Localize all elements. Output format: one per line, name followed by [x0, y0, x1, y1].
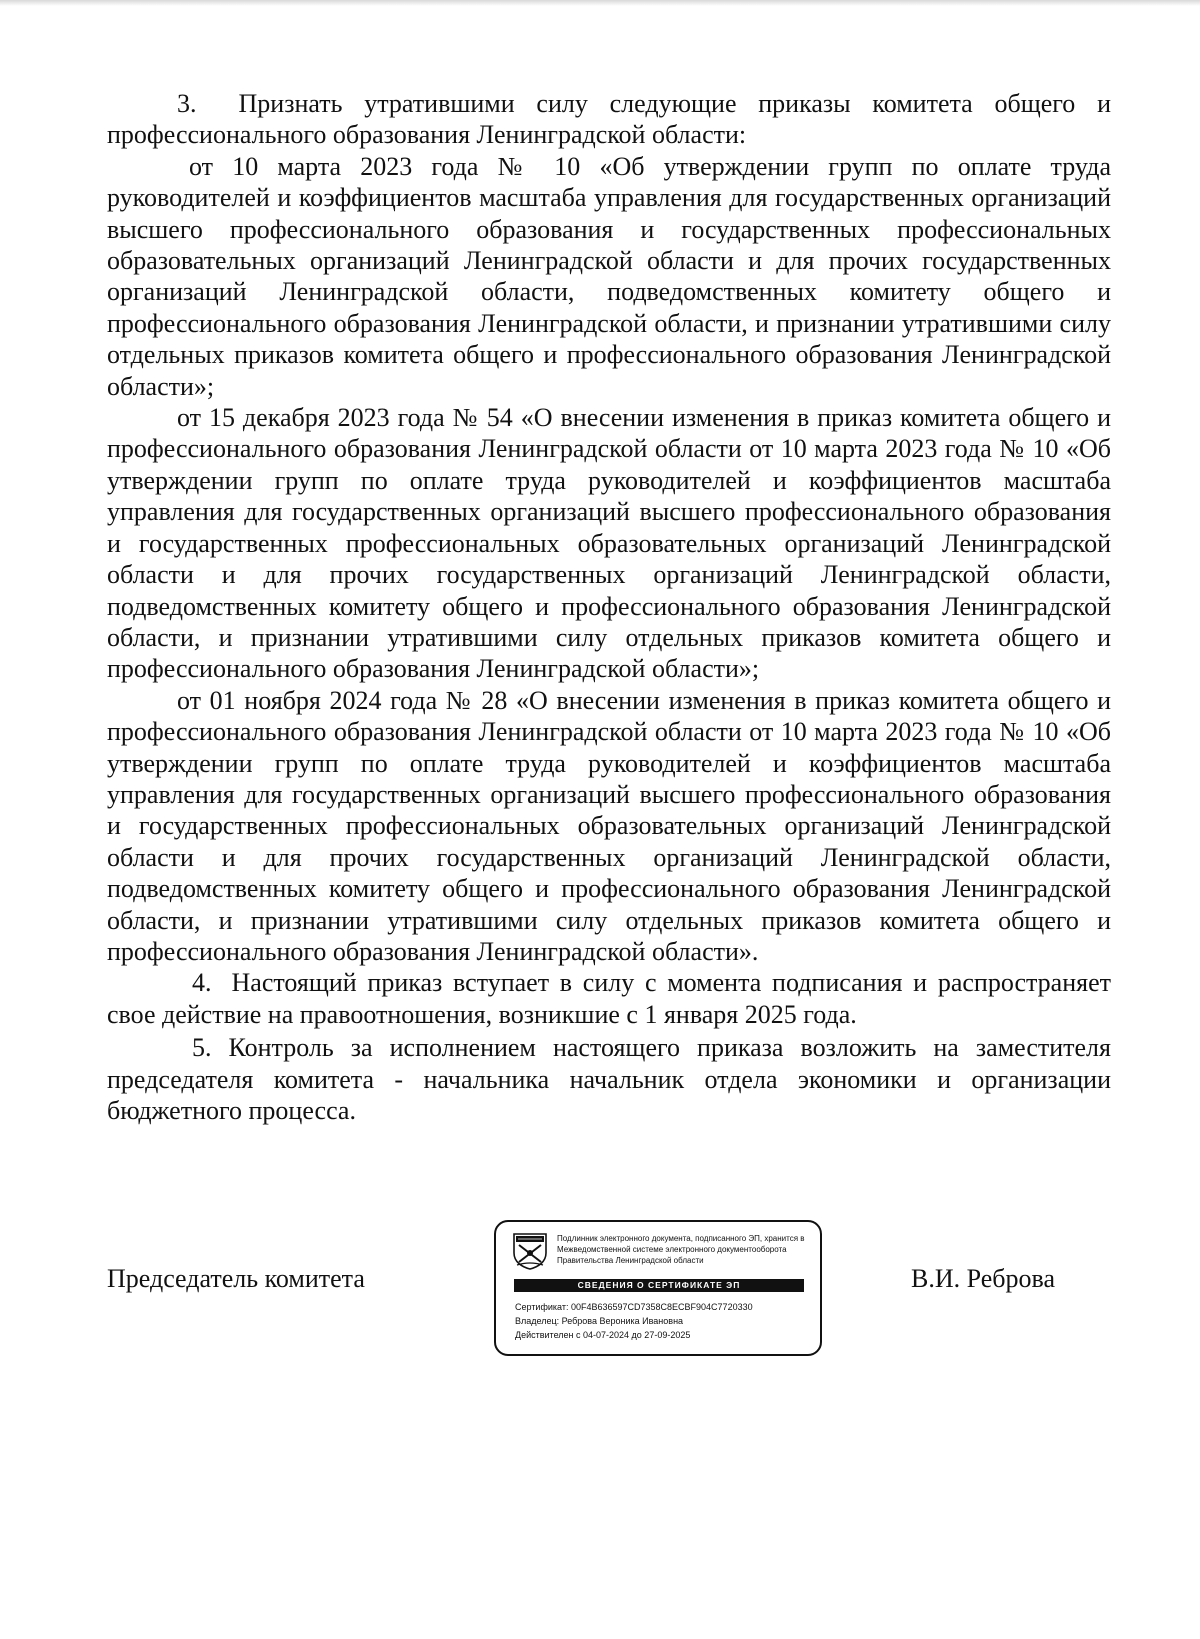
repealed-order-2: от 15 декабря 2023 года № 54 «О внесении изменения в приказ комитета общего и профессионального образования Ленинградской области от 10 марта 2023 года № 10 «Об утверждении групп по оплате труда руководителей и коэффициентов масштаба управления для государственных организаций высшего профессионального образования и государственных профессиональных образовательных организаций Ленинградской области и для прочих государственных организаций Ленинградской области, подведомственных комитету общего и профессионального образования Ленинградской области, и признании утратившими силу отдельных приказов комитета общего и профессионального образования Ленинградской области»; [107, 403, 1111, 684]
stamp-owner: Владелец: Реброва Вероника Ивановна [515, 1316, 684, 1326]
document-body [107, 88, 1111, 1126]
scan-edge [0, 0, 1200, 6]
electronic-signature-stamp [494, 1220, 822, 1356]
paragraph-item-3 [107, 88, 1111, 151]
item-4-text: Настоящий приказ вступает в силу с момента подписания и распространяет свое действие на правоотношения, возникшие с 1 января 2025 года. [107, 968, 1111, 1029]
signer-name: В.И. Реброва [911, 1264, 1055, 1293]
repealed-order-1: от 10 марта 2023 года № 10 «Об утверждении групп по оплате труда руководителей и коэффициентов масштаба управления для государственных организаций высшего профессионального образования и государственных профессиональных образовательных организаций Ленинградской области и для прочих государственных организаций Ленинградской области, подведомственных комитету общего и профессионального образования Ленинградской области, и признании утратившими силу отдельных приказов комитета общего и профессионального образования Ленинградской области»; [107, 151, 1111, 401]
stamp-details [515, 1300, 815, 1342]
leningrad-oblast-emblem-icon [510, 1231, 550, 1271]
item-3-number: 3. [177, 89, 197, 118]
stamp-note: Подлинник электронного документа, подписанного ЭП, хранится в Межведомственной системе электронного документооборота Правительства Ленинградской области [557, 1234, 805, 1265]
stamp-validity: Действителен с 04-07-2024 до 27-09-2025 [515, 1330, 691, 1340]
item-3-text: Признать утратившими силу следующие приказы комитета общего и профессионального образования Ленинградской области: [107, 89, 1111, 150]
paragraph-item-4 [107, 967, 1111, 1030]
paragraph-item-5: 5. Контроль за исполнением настоящего приказа возложить на заместителя председателя комитета - начальника начальник отдела экономики и организации бюджетного процесса. [107, 1033, 1111, 1125]
item-4-number: 4. [192, 968, 212, 998]
repealed-order-3: от 01 ноября 2024 года № 28 «О внесении изменения в приказ комитета общего и профессионального образования Ленинградской области от 10 марта 2023 года № 10 «Об утверждении групп по оплате труда руководителей и коэффициентов масштаба управления для государственных организаций высшего профессионального образования и государственных профессиональных образовательных организаций Ленинградской области и для прочих государственных организаций Ленинградской области, подведомственных комитету общего и профессионального образования Ленинградской области, и признании утратившими силу отдельных приказов комитета общего и профессионального образования Ленинградской области». [107, 685, 1111, 966]
signer-title: Председатель комитета [107, 1264, 365, 1293]
stamp-certificate: Сертификат: 00F4B636597CD7358C8ECBF904C7720330 [515, 1302, 753, 1312]
stamp-header: СВЕДЕНИЯ О СЕРТИФИКАТЕ ЭП [514, 1279, 804, 1292]
